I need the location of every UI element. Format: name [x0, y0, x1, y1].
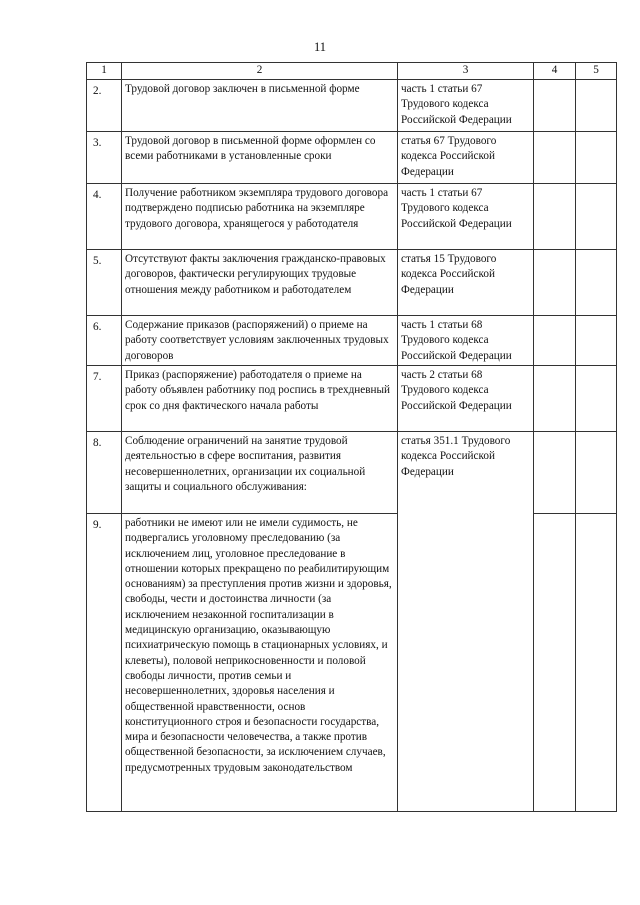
answer-cell — [534, 250, 576, 316]
row-number: 9. — [87, 514, 122, 812]
table-row — [87, 80, 617, 132]
row-number: 6. — [87, 316, 122, 366]
checklist-table — [86, 62, 617, 812]
row-number: 3. — [87, 132, 122, 184]
legal-reference: статья 67 Трудового кодекса Российской Федерации — [398, 132, 534, 184]
legal-reference: часть 1 статьи 67 Трудового кодекса Российской Федерации — [398, 80, 534, 132]
note-cell — [576, 80, 617, 132]
answer-cell — [534, 132, 576, 184]
requirement-text: Содержание приказов (распоряжений) о приеме на работу соответствует условиям заключенных трудовых договоров — [122, 316, 398, 366]
answer-cell — [534, 316, 576, 366]
note-cell — [576, 250, 617, 316]
table-row — [87, 132, 617, 184]
requirement-text: Трудовой договор в письменной форме оформлен со всеми работниками в установленные сроки — [122, 132, 398, 184]
table-row — [87, 432, 617, 514]
answer-cell — [534, 432, 576, 514]
legal-reference: статья 15 Трудового кодекса Российской Федерации — [398, 250, 534, 316]
legal-reference: часть 2 статьи 68 Трудового кодекса Российской Федерации — [398, 366, 534, 432]
note-cell — [576, 366, 617, 432]
header-col-5: 5 — [576, 63, 617, 80]
requirement-text: Отсутствуют факты заключения гражданско-правовых договоров, фактически регулирующих трудовые отношения между работником и работодателем — [122, 250, 398, 316]
header-col-4: 4 — [534, 63, 576, 80]
table-row — [87, 184, 617, 250]
table-header-row — [87, 63, 617, 80]
row-number: 8. — [87, 432, 122, 514]
table-row — [87, 366, 617, 432]
table-row — [87, 316, 617, 366]
requirement-text: работники не имеют или не имели судимость, не подвергались уголовному преследованию (за исключением лиц, уголовное преследование в отношении которых прекращено по реабилитирующим основаниям) за преступления против жизни и здоровья, свободы, чести и достоинства личности (за исключением незаконной госпитализации в медицинскую организацию, оказывающую психиатрическую помощь в стационарных условиях, и клеветы), половой неприкосновенности и половой свободы личности, против семьи и несовершеннолетних, здоровья населения и общественной нравственности, основ конституционного строя и безопасности государства, мира и безопасности человечества, а также против общественной безопасности, за исключением случаев, предусмотренных трудовым законодательством — [122, 514, 398, 812]
row-number: 4. — [87, 184, 122, 250]
header-col-1: 1 — [87, 63, 122, 80]
note-cell — [576, 184, 617, 250]
row-number: 5. — [87, 250, 122, 316]
answer-cell — [534, 80, 576, 132]
legal-reference: часть 1 статьи 67 Трудового кодекса Российской Федерации — [398, 184, 534, 250]
page-number: 11 — [313, 40, 327, 54]
note-cell — [576, 316, 617, 366]
requirement-text: Соблюдение ограничений на занятие трудовой деятельностью в сфере воспитания, развития несовершеннолетних, организации их социальной защиты и социального обслуживания: — [122, 432, 398, 514]
answer-cell — [534, 514, 576, 812]
table-row — [87, 250, 617, 316]
note-cell — [576, 132, 617, 184]
requirement-text: Получение работником экземпляра трудового договора подтверждено подписью работника на экземпляре трудового договора, хранящегося у работодателя — [122, 184, 398, 250]
row-number: 2. — [87, 80, 122, 132]
answer-cell — [534, 184, 576, 250]
header-col-3: 3 — [398, 63, 534, 80]
legal-reference: часть 1 статьи 68 Трудового кодекса Российской Федерации — [398, 316, 534, 366]
requirement-text: Приказ (распоряжение) работодателя о приеме на работу объявлен работнику под роспись в трехдневный срок со дня фактического начала работы — [122, 366, 398, 432]
row-number: 7. — [87, 366, 122, 432]
requirement-text: Трудовой договор заключен в письменной форме — [122, 80, 398, 132]
answer-cell — [534, 366, 576, 432]
header-col-2: 2 — [122, 63, 398, 80]
legal-reference: статья 351.1 Трудового кодекса Российской Федерации — [398, 432, 534, 812]
note-cell — [576, 514, 617, 812]
table-row — [87, 514, 617, 812]
note-cell — [576, 432, 617, 514]
